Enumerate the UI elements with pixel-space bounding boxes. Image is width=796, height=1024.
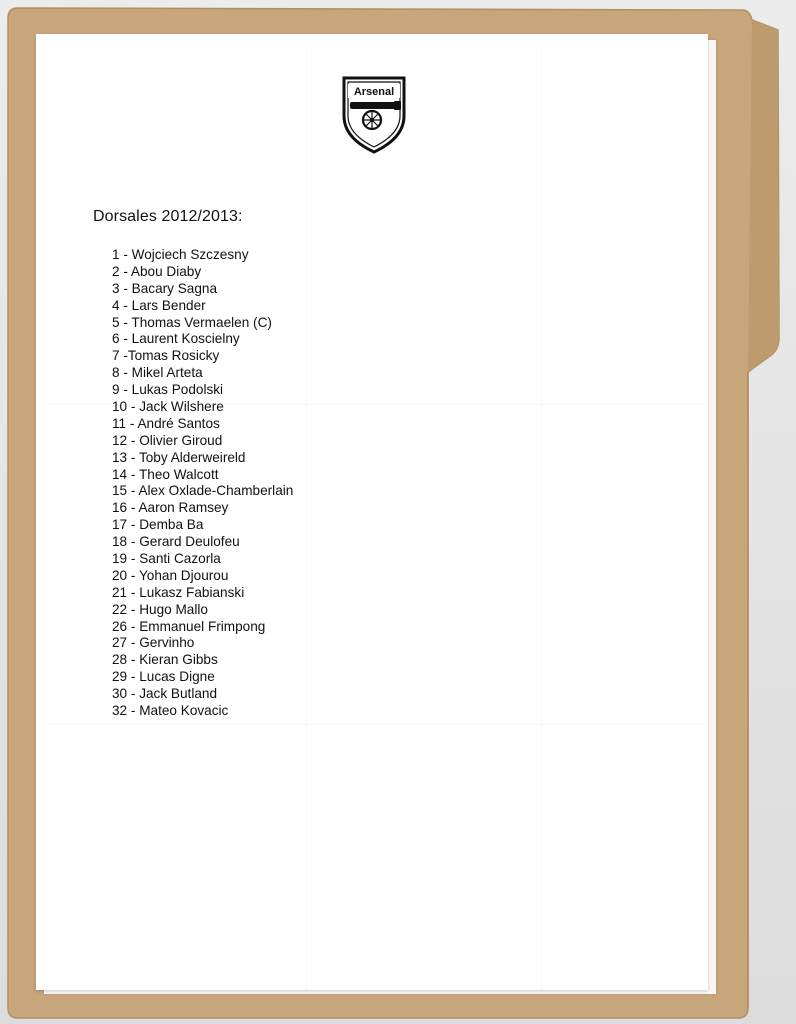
roster-entry: 2 - Abou Diaby bbox=[112, 263, 202, 279]
roster-entry: 13 - Toby Alderweireld bbox=[112, 449, 246, 465]
roster-entry: 8 - Mikel Arteta bbox=[112, 365, 203, 381]
roster-entry: 21 - Lukasz Fabianski bbox=[112, 584, 245, 600]
roster-entry: 4 - Lars Bender bbox=[112, 297, 206, 313]
squad-number-list bbox=[112, 247, 293, 720]
roster-entry: 27 - Gervinho bbox=[112, 635, 195, 651]
roster-entry: 7 -Tomas Rosicky bbox=[112, 348, 220, 364]
roster-entry: 32 - Mateo Kovacic bbox=[112, 703, 229, 719]
roster-entry: 26 - Emmanuel Frimpong bbox=[112, 618, 266, 634]
roster-entry: 16 - Aaron Ramsey bbox=[112, 500, 229, 516]
paper-crease bbox=[541, 34, 542, 990]
roster-entry: 9 - Lukas Podolski bbox=[112, 382, 224, 398]
roster-entry: 1 - Wojciech Szczesny bbox=[112, 247, 249, 262]
roster-entry: 17 - Demba Ba bbox=[112, 517, 204, 533]
roster-entry: 19 - Santi Cazorla bbox=[112, 551, 221, 567]
paper-crease bbox=[36, 724, 708, 725]
roster-entry: 3 - Bacary Sagna bbox=[112, 280, 218, 296]
document-title: Dorsales 2012/2013: bbox=[93, 208, 243, 225]
roster-entry: 30 - Jack Butland bbox=[112, 686, 218, 702]
roster-entry: 18 - Gerard Deulofeu bbox=[112, 534, 240, 550]
roster-entry: 10 - Jack Wilshere bbox=[112, 399, 224, 415]
paper-crease bbox=[306, 34, 307, 990]
roster-entry: 29 - Lucas Digne bbox=[112, 669, 215, 685]
roster-entry: 12 - Olivier Giroud bbox=[112, 432, 223, 448]
roster-entry: 20 - Yohan Djourou bbox=[112, 567, 229, 583]
roster-entry: 5 - Thomas Vermaelen (C) bbox=[112, 314, 272, 330]
roster-entry: 11 - André Santos bbox=[112, 415, 220, 431]
arsenal-crest-logo bbox=[338, 72, 410, 154]
roster-entry: 6 - Laurent Koscielny bbox=[112, 331, 240, 347]
paper-sheet bbox=[36, 34, 708, 990]
roster-entry: 22 - Hugo Mallo bbox=[112, 601, 208, 617]
roster-entry: 28 - Kieran Gibbs bbox=[112, 652, 218, 668]
crest-wordmark: Arsenal bbox=[353, 86, 395, 98]
roster-entry: 15 - Alex Oxlade-Chamberlain bbox=[112, 483, 294, 499]
roster-entry: 14 - Theo Walcott bbox=[112, 466, 219, 482]
